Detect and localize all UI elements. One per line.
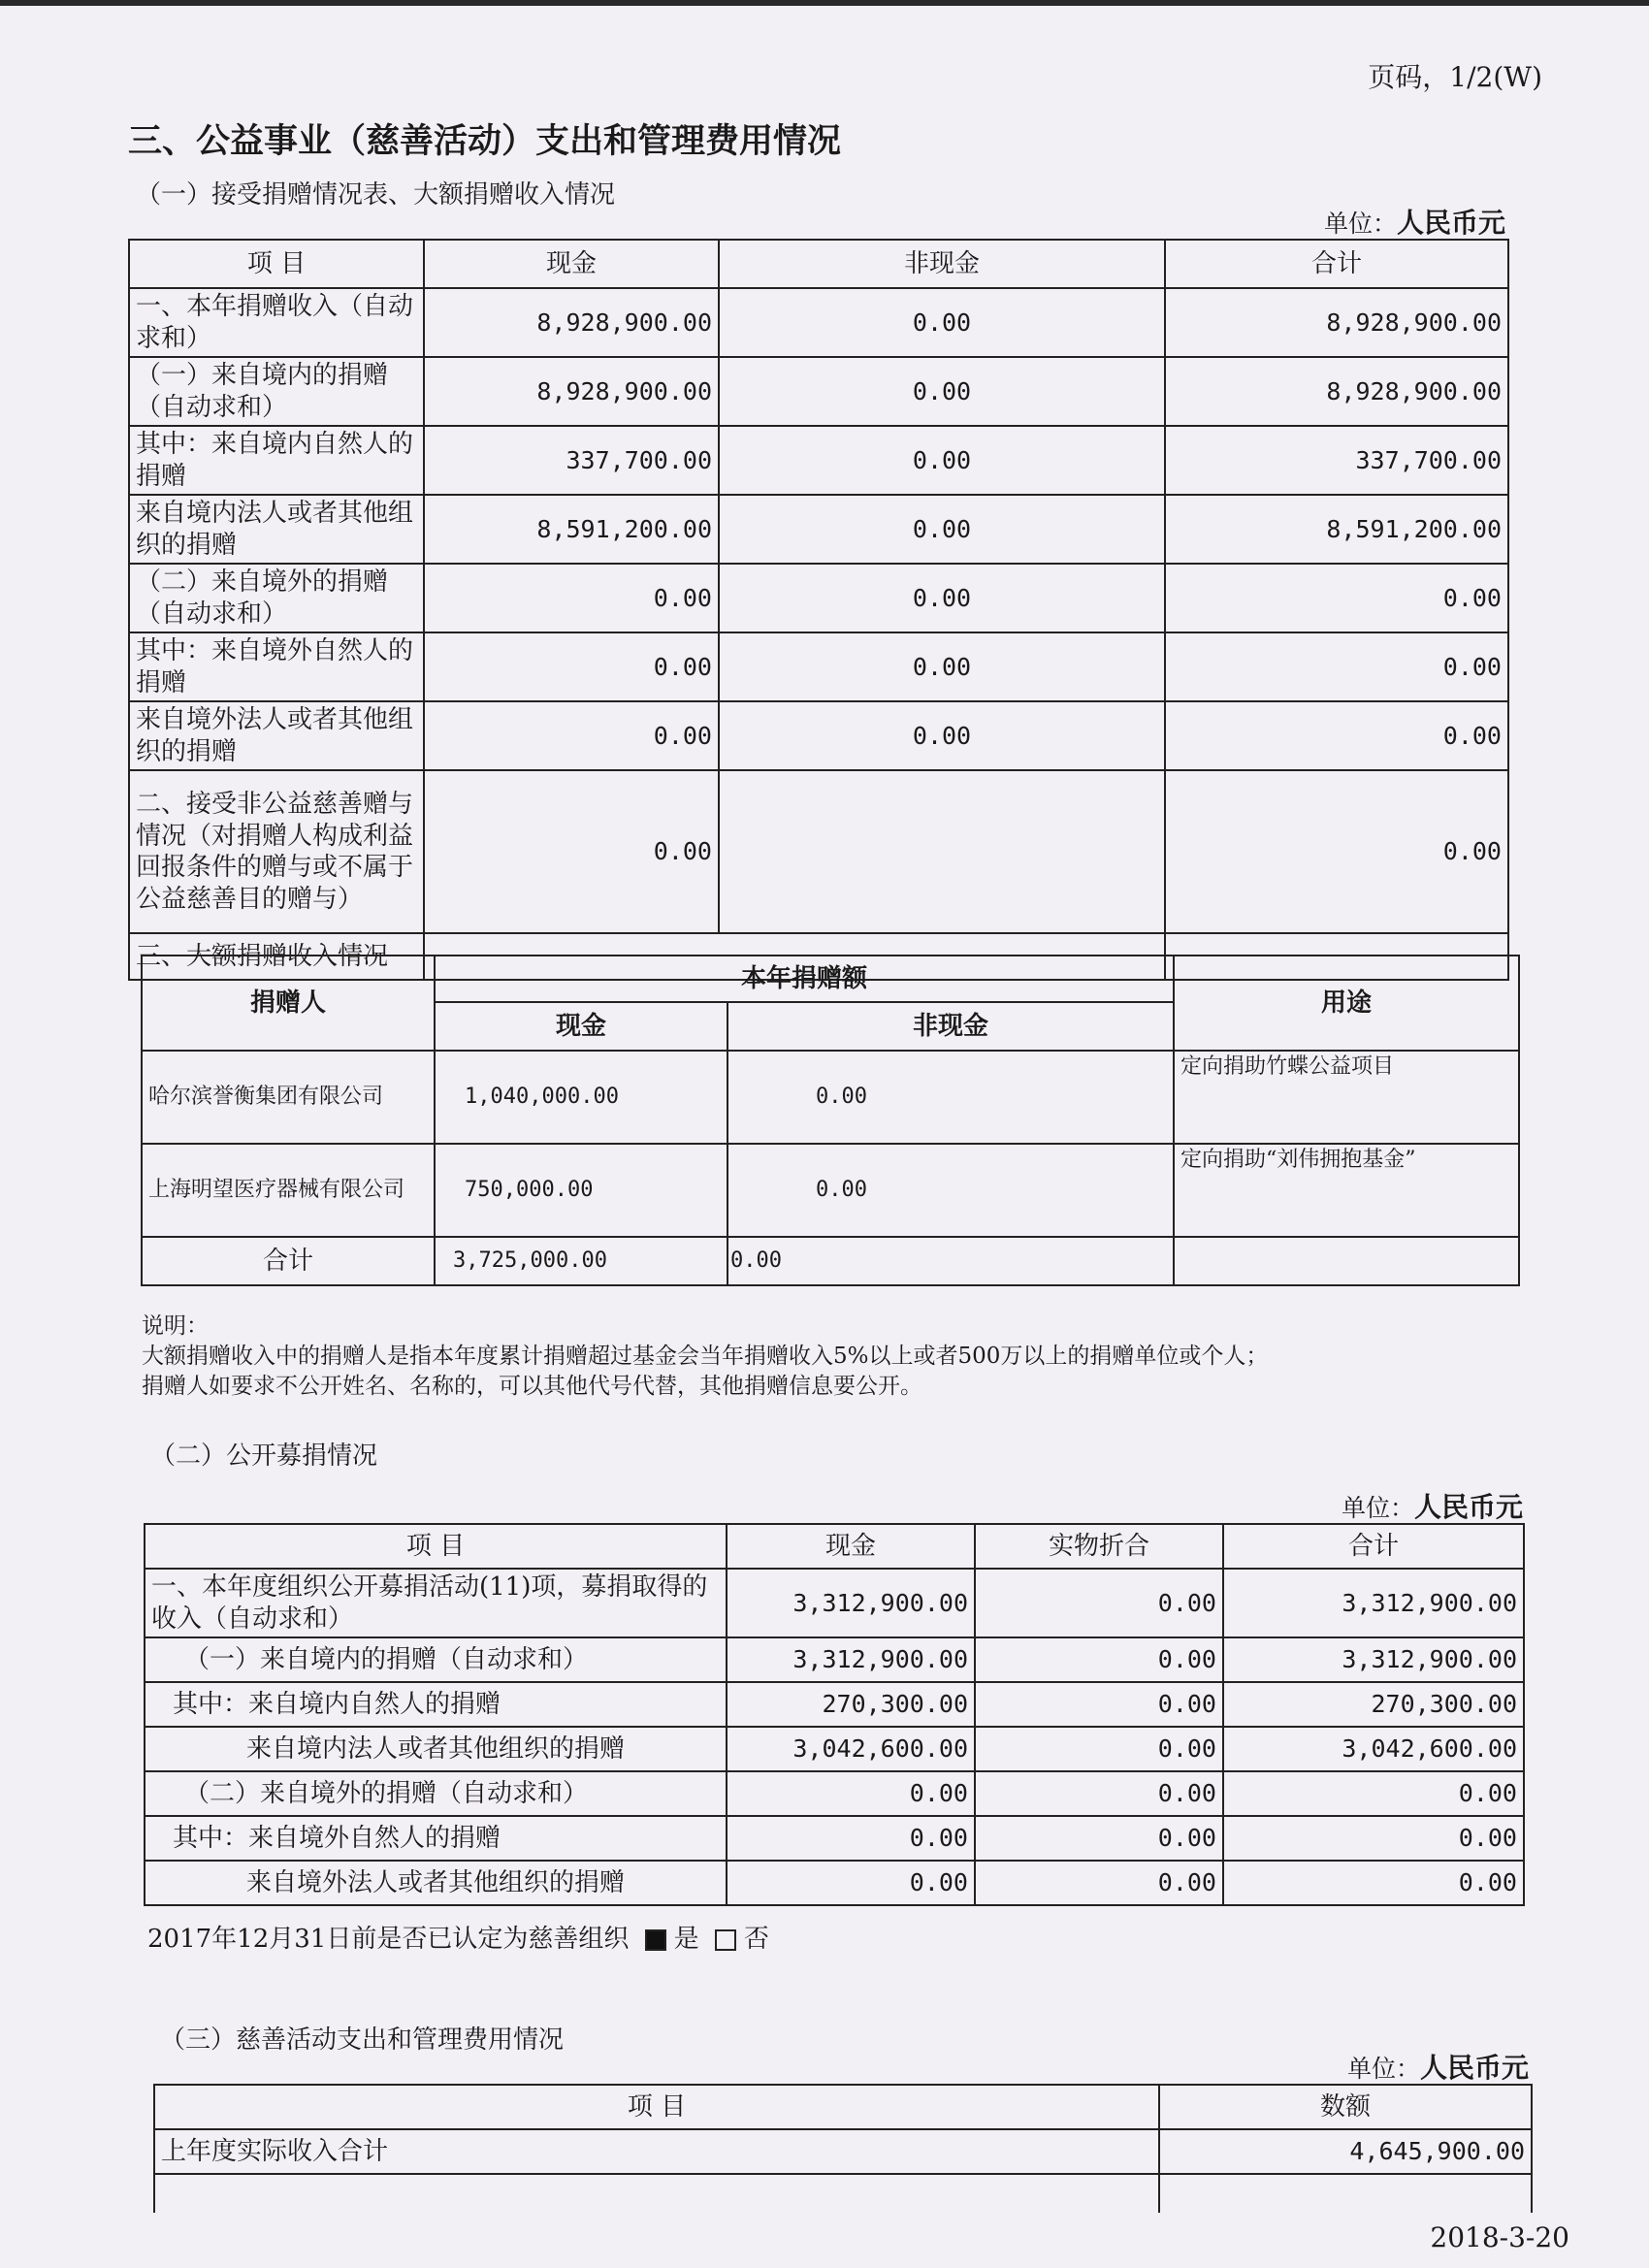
large-donation-table [141,955,1520,1286]
row-total: 3,312,900.00 [1223,1569,1524,1637]
row-total: 0.00 [1223,1771,1524,1816]
row-item: 上年度实际收入合计 [154,2129,1159,2174]
row-noncash [719,770,1165,933]
col-header-item: 项 目 [154,2085,1159,2129]
row-item: 一、本年度组织公开募捐活动(11)项，募捐取得的收入（自动求和） [145,1569,727,1637]
table-row [129,632,1508,701]
row-noncash: 0.00 [719,426,1165,495]
row-noncash: 0.00 [719,357,1165,426]
row-item: 来自境内法人或者其他组织的捐赠 [145,1727,727,1771]
public-fundraising-table [144,1523,1525,1906]
col-header-cash: 现金 [424,240,719,288]
row-noncash: 0.00 [728,1237,1174,1285]
row-cash: 3,312,900.00 [727,1569,975,1637]
checkbox-yes-checked[interactable] [645,1929,666,1951]
row-inkind: 0.00 [975,1682,1223,1727]
col-header-donor: 捐赠人 [142,956,435,1051]
col-header-cash: 现金 [727,1524,975,1569]
table-row [129,426,1508,495]
row-item: （二）来自境外的捐赠（自动求和） [145,1771,727,1816]
table-row [142,1051,1519,1144]
table-row [145,1682,1524,1727]
row-total: 8,928,900.00 [1165,288,1508,357]
row-cash: 1,040,000.00 [435,1051,728,1144]
row-cash: 8,591,200.00 [424,495,719,564]
col-header-inkind: 实物折合 [975,1524,1223,1569]
row-noncash: 0.00 [719,564,1165,632]
row-total: 0.00 [1165,564,1508,632]
row-total: 270,300.00 [1223,1682,1524,1727]
part1-unit: 单位：人民币元 [1323,207,1505,239]
table-row [145,1861,1524,1905]
row-noncash: 0.00 [719,495,1165,564]
row-total: 337,700.00 [1165,426,1508,495]
row-total: 0.00 [1165,770,1508,933]
row-item: （一）来自境内的捐赠（自动求和） [129,357,424,426]
cert-question: 2017年12月31日前是否已认定为慈善组织 [147,1925,630,1954]
row-total: 0.00 [1223,1816,1524,1861]
note-line-1: 大额捐赠收入中的捐赠人是指本年度累计捐赠超过基金会当年捐赠收入5%以上或者500万以上的捐赠单位或个人； [142,1344,1269,1370]
row-purpose [1174,1237,1519,1285]
row-purpose: 定向捐助竹蝶公益项目 [1174,1051,1519,1144]
part2-heading: （二）公开募捐情况 [150,1442,378,1471]
row-total: 8,591,200.00 [1165,495,1508,564]
table-row [145,1771,1524,1816]
table-row [129,564,1508,632]
footer-date: 2018-3-20 [1430,2221,1569,2253]
row-purpose: 定向捐助“刘伟拥抱基金” [1174,1144,1519,1237]
table-row [154,2129,1532,2174]
row-item: （一）来自境内的捐赠（自动求和） [145,1637,727,1682]
part1-heading: （一）接受捐赠情况表、大额捐赠收入情况 [136,180,616,210]
row-item: 其中：来自境外自然人的捐赠 [145,1816,727,1861]
row-item: 来自境外法人或者其他组织的捐赠 [145,1861,727,1905]
row-cash: 0.00 [424,770,719,933]
nonpublic-gift-row [129,770,1508,933]
row-item: 其中：来自境内自然人的捐赠 [129,426,424,495]
col-header-amount: 本年捐赠额 [435,956,1174,1002]
row-cash: 0.00 [727,1861,975,1905]
row-noncash: 0.00 [719,701,1165,770]
note-line-2: 捐赠人如要求不公开姓名、名称的，可以其他代号代替，其他捐赠信息要公开。 [142,1374,922,1400]
row-cash: 0.00 [727,1816,975,1861]
row-cash: 0.00 [424,701,719,770]
col-header-amount: 数额 [1159,2085,1532,2129]
row-item: （二）来自境外的捐赠（自动求和） [129,564,424,632]
row-item: 其中：来自境内自然人的捐赠 [145,1682,727,1727]
col-header-total: 合计 [1223,1524,1524,1569]
large-total-row [142,1237,1519,1285]
row-cash: 750,000.00 [435,1144,728,1237]
table-row [145,1816,1524,1861]
row-cash: 270,300.00 [727,1682,975,1727]
row-cash: 337,700.00 [424,426,719,495]
row-total-label: 合计 [142,1237,435,1285]
row-donor: 哈尔滨誉衡集团有限公司 [142,1051,435,1144]
table-row [145,1569,1524,1637]
page-number: 页码，1/2(W) [1368,61,1542,93]
row-cash: 3,725,000.00 [435,1237,728,1285]
col-header-item: 项 目 [145,1524,727,1569]
row-noncash: 0.00 [728,1144,1174,1237]
large-donation-title: 三、大额捐赠收入情况 [129,933,424,980]
table-row [129,288,1508,357]
row-item: 其中：来自境外自然人的捐赠 [129,632,424,701]
table-row [145,1727,1524,1771]
row-inkind: 0.00 [975,1771,1223,1816]
table-row [129,495,1508,564]
table-row [145,1637,1524,1682]
col-header-noncash: 非现金 [719,240,1165,288]
row-item: 来自境外法人或者其他组织的捐赠 [129,701,424,770]
row-cash: 8,928,900.00 [424,288,719,357]
col-header-total: 合计 [1165,240,1508,288]
row-cash: 0.00 [424,564,719,632]
row-total: 0.00 [1223,1861,1524,1905]
part3-heading: （三）慈善活动支出和管理费用情况 [160,2025,565,2055]
row-inkind: 0.00 [975,1637,1223,1682]
section-title: 三、公益事业（慈善活动）支出和管理费用情况 [128,121,842,161]
row-noncash: 0.00 [728,1051,1174,1144]
row-cash: 3,312,900.00 [727,1637,975,1682]
row-item: 二、接受非公益慈善赠与情况（对捐赠人构成利益回报条件的赠与或不属于公益慈善目的赠与） [129,770,424,933]
row-inkind: 0.00 [975,1861,1223,1905]
row-item: 来自境内法人或者其他组织的捐赠 [129,495,424,564]
row-noncash: 0.00 [719,632,1165,701]
row-amount: 4,645,900.00 [1159,2129,1532,2174]
table-row [142,1144,1519,1237]
row-total: 3,312,900.00 [1223,1637,1524,1682]
cert-no-label: 否 [743,1925,769,1954]
expense-table [153,2084,1533,2213]
col-header-item: 项 目 [129,240,424,288]
table-row [129,357,1508,426]
row-total: 8,928,900.00 [1165,357,1508,426]
charity-certification [147,1919,769,1955]
col-header-purpose: 用途 [1174,956,1519,1051]
row-cash: 3,042,600.00 [727,1727,975,1771]
row-cash: 0.00 [727,1771,975,1816]
row-noncash: 0.00 [719,288,1165,357]
row-total: 0.00 [1165,632,1508,701]
row-inkind: 0.00 [975,1727,1223,1771]
donation-table [128,239,1509,981]
col-header-cash: 现金 [435,1002,728,1051]
part2-unit: 单位：人民币元 [1341,1491,1523,1523]
row-item: 一、本年捐赠收入（自动求和） [129,288,424,357]
note-title: 说明： [142,1313,209,1339]
row-total: 3,042,600.00 [1223,1727,1524,1771]
row-donor: 上海明望医疗器械有限公司 [142,1144,435,1237]
table-row [129,701,1508,770]
row-inkind: 0.00 [975,1816,1223,1861]
row-cash: 8,928,900.00 [424,357,719,426]
row-cash: 0.00 [424,632,719,701]
cert-yes-label: 是 [673,1925,699,1954]
col-header-noncash: 非现金 [728,1002,1174,1051]
row-inkind: 0.00 [975,1569,1223,1637]
row-total: 0.00 [1165,701,1508,770]
table-row-empty [154,2174,1532,2213]
scan-top-edge [0,0,1649,6]
part3-unit: 单位：人民币元 [1346,2052,1529,2084]
checkbox-no-unchecked[interactable] [715,1929,736,1951]
note [142,1312,1500,1402]
